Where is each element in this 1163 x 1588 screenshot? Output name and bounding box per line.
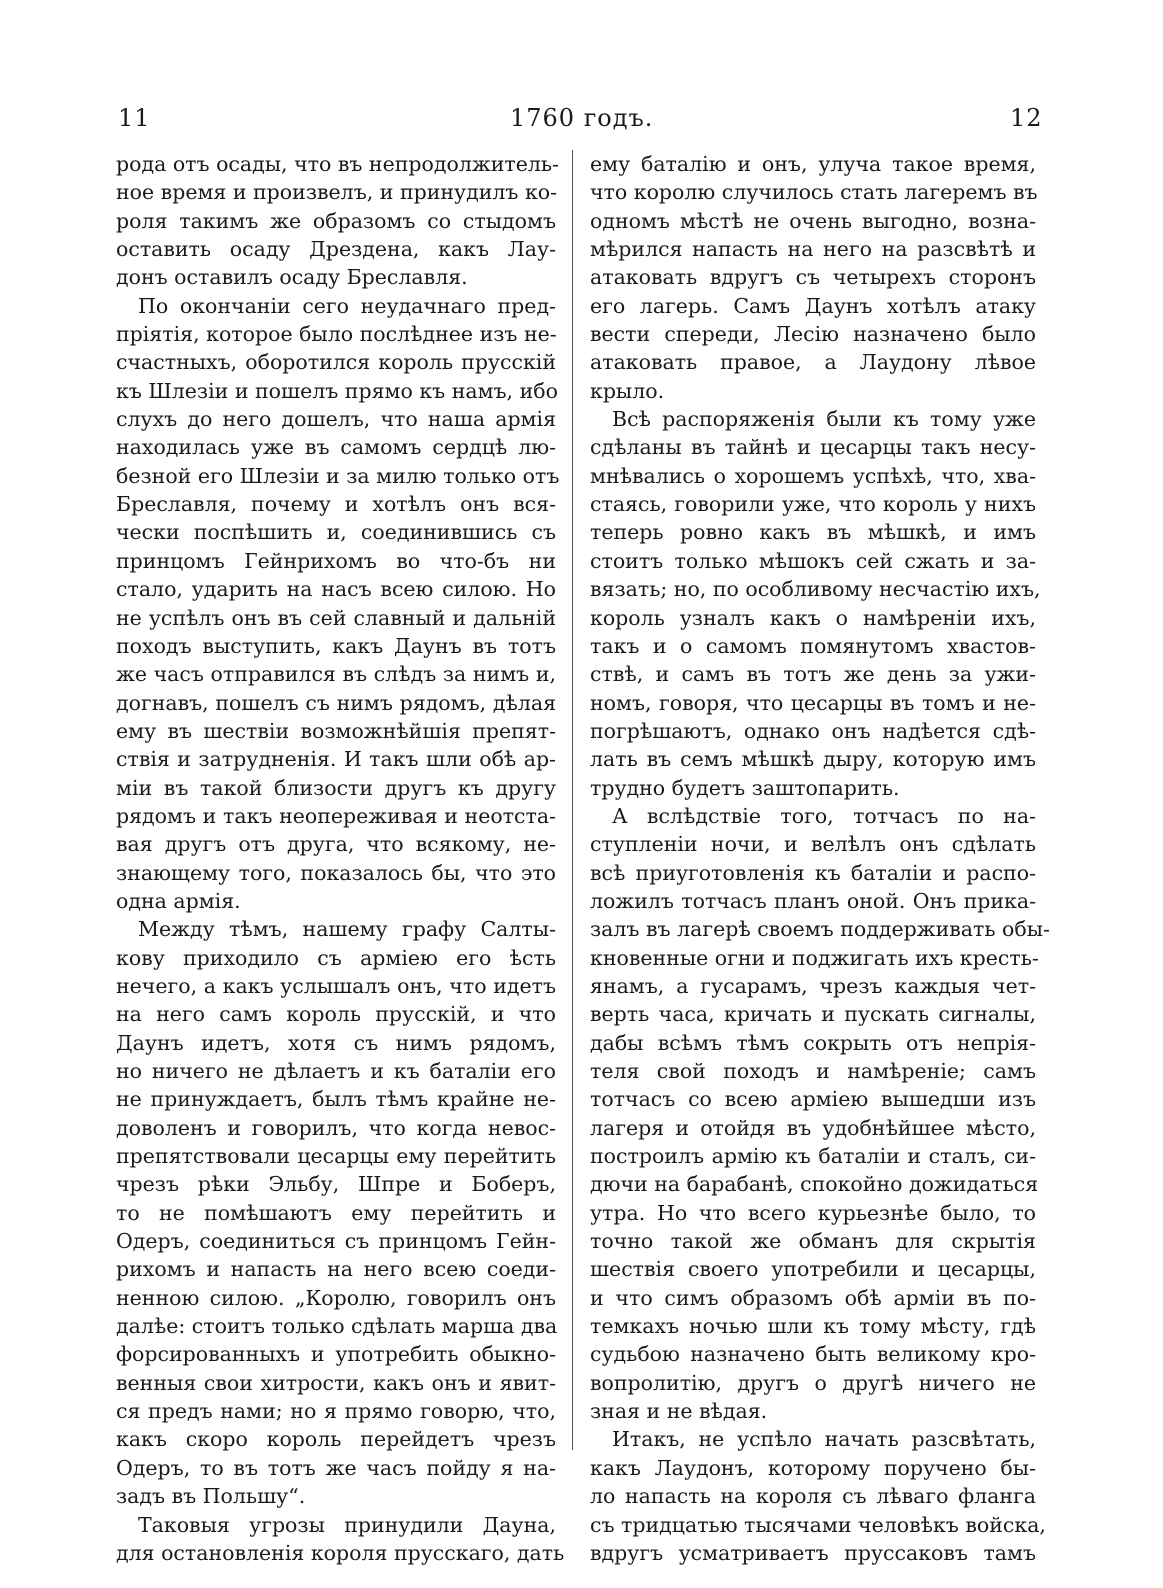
text-line: одна армія. xyxy=(116,888,241,913)
text-line: король узналъ какъ о намѣреніи ихъ, xyxy=(590,605,1036,630)
text-line: А вслѣдствіе того, тотчасъ по на- xyxy=(612,803,1036,828)
text-line: ему баталію и онъ, улуча такое время, xyxy=(590,152,1036,176)
text-line: точно такой же обманъ для скрытія xyxy=(590,1229,1036,1254)
text-line: чрезъ рѣки Эльбу, Шпре и Боберъ, xyxy=(116,1172,556,1197)
text-line: походъ выступить, какъ Даунъ въ тотъ xyxy=(116,633,556,658)
text-line: венныя свои хитрости, какъ онъ и явит- xyxy=(116,1370,556,1395)
text-line: счастныхъ, оборотился король прусскій xyxy=(116,350,556,375)
text-line: находилась уже въ самомъ сердцѣ лю- xyxy=(116,435,556,460)
text-line: трудно будетъ заштопарить. xyxy=(590,775,900,800)
text-line: вдругъ усматриваетъ пруссаковъ тамъ xyxy=(590,1540,1036,1565)
text-line: ное время и произвелъ, и принудилъ ко- xyxy=(116,180,558,205)
text-line: лать въ семъ мѣшкѣ дыру, которую имъ xyxy=(590,747,1036,772)
text-line: теперь ровно какъ въ мѣшкѣ, и имъ xyxy=(590,520,1036,545)
text-line: далѣе: стоитъ только сдѣлать марша два xyxy=(116,1314,558,1339)
text-line: такъ и о самомъ помянутомъ хвастов- xyxy=(590,633,1036,658)
text-line: безной его Шлезіи и за милю только отъ xyxy=(116,463,560,488)
text-line: Таковыя угрозы принудили Дауна, xyxy=(138,1512,556,1537)
text-line: то не помѣшаютъ ему перейтить и xyxy=(116,1200,556,1225)
text-line: оставить осаду Дрездена, какъ Лау- xyxy=(116,237,556,262)
text-line: темкахъ ночью шли къ тому мѣсту, гдѣ xyxy=(590,1314,1036,1339)
text-line: тотчасъ со всею арміею вышедши изъ xyxy=(590,1087,1036,1112)
text-line: какъ скоро король перейдетъ чрезъ xyxy=(116,1427,556,1452)
text-line: съ тридцатью тысячами человѣкъ войска, xyxy=(590,1512,1046,1537)
text-line: чески поспѣшить и, соединившись съ xyxy=(116,520,556,545)
text-line: ложилъ тотчасъ планъ оной. Онъ прика- xyxy=(590,888,1036,913)
text-line: дючи на барабанѣ, спокойно дожидаться xyxy=(590,1172,1039,1197)
text-line: По окончаніи сего неудачнаго пред- xyxy=(138,293,556,318)
text-line: Итакъ, не успѣло начать разсвѣтать, xyxy=(612,1427,1036,1452)
text-line: роля такимъ же образомъ со стыдомъ xyxy=(116,208,556,233)
text-line: ненною силою. „Королю, говорилъ онъ xyxy=(116,1285,556,1310)
text-line: залъ въ лагерѣ своемъ поддерживать обы- xyxy=(590,917,1050,942)
text-line: что королю случилось стать лагеремъ въ xyxy=(590,180,1038,205)
text-line: шествія своего употребили и цесарцы, xyxy=(590,1257,1036,1282)
text-line: судьбою назначено быть великому кро- xyxy=(590,1342,1036,1367)
column-divider xyxy=(572,150,573,1450)
text-line: зная и не вѣдая. xyxy=(590,1399,768,1424)
text-line: рихомъ и напасть на него всею соеди- xyxy=(116,1257,556,1282)
text-line: крыло. xyxy=(590,378,665,403)
text-line: но ничего не дѣлаетъ и къ баталіи его xyxy=(116,1059,556,1083)
text-line: задъ въ Польшу“. xyxy=(116,1484,306,1509)
text-line: янамъ, а гусарамъ, чрезъ каждыя чет- xyxy=(590,973,1036,998)
text-line: доволенъ и говорилъ, что когда невос- xyxy=(116,1115,556,1140)
right-text-column xyxy=(590,150,1050,1567)
text-line: вязать; но, по особливому несчастію ихъ, xyxy=(590,577,1041,602)
text-line: рядомъ и такъ неопереживая и неотста- xyxy=(116,803,556,828)
text-line: вопролитію, другъ о другѣ ничего не xyxy=(590,1370,1036,1395)
text-line: теля свой походъ и намѣреніе; самъ xyxy=(590,1059,1036,1083)
text-line: Даунъ идетъ, хотя съ нимъ рядомъ, xyxy=(116,1030,556,1055)
text-line: построилъ армію къ баталіи и сталъ, си- xyxy=(590,1144,1036,1169)
text-line: догнавъ, пошелъ съ нимъ рядомъ, дѣлая xyxy=(116,690,556,715)
text-line: Между тѣмъ, нашему графу Салты- xyxy=(138,917,556,942)
text-line: ствія и затрудненія. И такъ шли обѣ ар- xyxy=(116,747,556,772)
text-line: дабы всѣмъ тѣмъ сокрыть отъ непрія- xyxy=(590,1030,1036,1055)
text-line: рода отъ осады, что въ непродолжитель- xyxy=(116,152,559,176)
text-line: слухъ до него дошелъ, что наша армія xyxy=(116,407,556,432)
text-line: не успѣлъ онъ въ сей славный и дальній xyxy=(116,605,556,630)
text-line: препятствовали цесарцы ему перейтить xyxy=(116,1144,556,1169)
text-line: лагеря и отойдя въ удобнѣйшее мѣсто, xyxy=(590,1115,1036,1140)
text-line: Одеръ, соединиться съ принцомъ Гейн- xyxy=(116,1229,556,1254)
text-line: ло напасть на короля съ лѣваго фланга xyxy=(590,1484,1036,1509)
text-line: погрѣшаютъ, однако онъ надѣется сдѣ- xyxy=(590,718,1036,743)
text-line: міи въ такой близости другъ къ другу xyxy=(116,775,556,800)
text-line: донъ оставилъ осаду Бреславля. xyxy=(116,265,468,290)
text-line: стоитъ только мѣшокъ сей сжать и за- xyxy=(590,548,1036,573)
page-header xyxy=(0,0,1163,160)
text-line: пріятія, которое было послѣднее изъ не- xyxy=(116,322,557,347)
text-line: же часъ отправился въ слѣдъ за нимъ и, xyxy=(116,662,556,687)
text-line: атаковать вдругъ съ четырехъ сторонъ xyxy=(590,265,1036,290)
text-line: всѣ приуготовленія къ баталіи и распо- xyxy=(590,860,1036,885)
running-title: 1760 годъ. xyxy=(510,104,654,132)
text-line: вести спереди, Лесію назначено было xyxy=(590,322,1036,347)
text-line: одномъ мѣстѣ не очень выгодно, возна- xyxy=(590,208,1036,233)
text-line: къ Шлезіи и пошелъ прямо къ намъ, ибо xyxy=(116,378,558,403)
text-line: какъ Лаудонъ, которому поручено бы- xyxy=(590,1455,1036,1480)
text-line: стаясь, говорили уже, что король у нихъ xyxy=(590,492,1036,517)
text-line: стало, ударить на насъ всею силою. Но xyxy=(116,577,556,602)
page-number-left: 11 xyxy=(118,104,151,132)
text-line: мнѣвались о хорошемъ успѣхѣ, что, хва- xyxy=(590,463,1036,488)
text-line: ему въ шествіи возможнѣйшія препят- xyxy=(116,718,556,743)
text-line: Всѣ распоряженія были къ тому уже xyxy=(612,407,1036,432)
text-line: ступленіи ночи, и велѣлъ онъ сдѣлать xyxy=(590,832,1036,857)
text-line: верть часа, кричать и пускать сигналы, xyxy=(590,1002,1036,1027)
text-line: форсированныхъ и употребить обыкно- xyxy=(116,1342,556,1367)
text-line: мѣрился напасть на него на разсвѣтѣ и xyxy=(590,237,1036,262)
text-line: ся предъ нами; но я прямо говорю, что, xyxy=(116,1399,556,1424)
page-number-right: 12 xyxy=(1010,104,1043,132)
text-line: на него самъ король прусскій, и что xyxy=(116,1002,556,1027)
text-line: утра. Но что всего курьезнѣе было, то xyxy=(590,1200,1036,1225)
text-line: его лагерь. Самъ Даунъ хотѣлъ атаку xyxy=(590,293,1036,318)
text-line: для остановленія короля прусскаго, дать xyxy=(116,1540,565,1565)
text-line: атаковать правое, а Лаудону лѣвое xyxy=(590,350,1036,375)
left-text-column xyxy=(116,150,565,1567)
text-line: и что симъ образомъ обѣ арміи въ по- xyxy=(590,1285,1036,1310)
text-line: кову приходило съ арміею его ѣсть xyxy=(116,945,556,970)
text-line: номъ, говоря, что цесарцы въ томъ и не- xyxy=(590,690,1036,715)
text-line: кновенные огни и поджигать ихъ кресть- xyxy=(590,945,1039,970)
text-line: не принуждаетъ, былъ тѣмъ крайне не- xyxy=(116,1087,556,1112)
text-line: нечего, а какъ услышалъ онъ, что идетъ xyxy=(116,973,556,998)
text-line: сдѣланы въ тайнѣ и цесарцы такъ несу- xyxy=(590,435,1036,460)
text-line: Одеръ, то въ тотъ же часъ пойду я на- xyxy=(116,1455,556,1480)
text-line: принцомъ Гейнрихомъ во что-бъ ни xyxy=(116,548,556,573)
text-line: вая другъ отъ друга, что всякому, не- xyxy=(116,832,556,857)
text-line: Бреславля, почему и хотѣлъ онъ вся- xyxy=(116,492,556,517)
text-line: ствѣ, и самъ въ тотъ же день за ужи- xyxy=(590,662,1036,687)
text-line: знающему того, показалось бы, что это xyxy=(116,860,556,885)
